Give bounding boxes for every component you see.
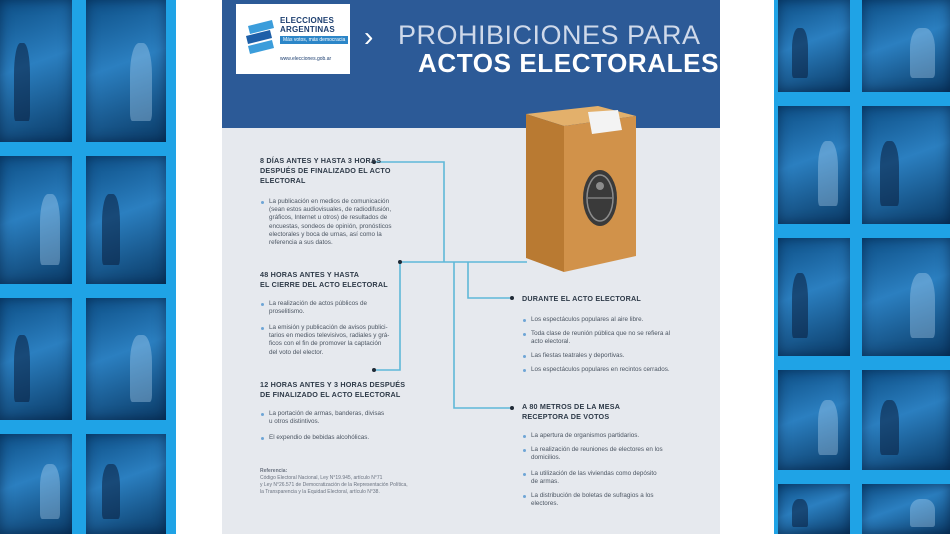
section-title-line: 48 HORAS ANTES Y HASTA (260, 270, 360, 279)
logo-url: www.elecciones.gob.ar (280, 56, 332, 62)
list-item-line: Los espectáculos populares al aire libre. (531, 316, 644, 323)
collage-photo (778, 370, 850, 470)
collage-photo (86, 156, 166, 284)
list-item-line: La portación de armas, banderas, divisas (269, 410, 385, 417)
list-item-line: La utilización de las viviendas como depósito (531, 470, 657, 477)
list-item (522, 352, 711, 360)
list-item-line: acto electoral. (531, 338, 571, 346)
logo-line-2: ARGENTINAS (280, 25, 335, 34)
infographic-poster (222, 0, 720, 534)
list-item-line: El expendio de bebidas alcohólicas. (269, 434, 370, 441)
collage-photo (778, 106, 850, 224)
list-item-line: La realización de actos públicos de (269, 300, 368, 307)
right-photo-collage (774, 0, 950, 534)
list-item-line: u otros distintivos. (269, 418, 320, 426)
reference-line: la Transparencia y la Equidad Electoral, artículo N°38. (260, 489, 380, 495)
list-item-line: gráficos, Internet u otros) de resultados de (269, 214, 388, 222)
list-item-line: ficos con el fin de promover la captación (269, 340, 382, 348)
section-title-12-hours (260, 380, 440, 400)
list-item (522, 316, 711, 324)
collage-photo (86, 0, 166, 142)
collage-photo (862, 238, 950, 356)
list-item-line: de armas. (531, 478, 559, 486)
section-title-8-days (260, 156, 430, 186)
list-item (260, 434, 439, 442)
collage-photo (778, 484, 850, 534)
collage-photo (0, 0, 72, 142)
reference-line: y Ley N°26.571 de Democratización de la Representación Política, (260, 482, 408, 488)
collage-photo (862, 484, 950, 534)
list-item-line: (sean estos audiovisuales, de radiodifusión, (269, 206, 392, 214)
list-item (522, 446, 711, 462)
section-title-line: EL CIERRE DEL ACTO ELECTORAL (260, 280, 388, 289)
collage-photo (86, 434, 166, 534)
section-title-48-hours (260, 270, 430, 290)
list-item (522, 366, 711, 374)
section-title-line: 12 HORAS ANTES Y 3 HORAS DESPUÉS (260, 380, 406, 389)
logo-line-1: ELECCIONES (280, 16, 335, 25)
list-item-line: Los espectáculos populares en recintos cerrados. (531, 366, 670, 373)
section-title-line: DESPUÉS DE FINALIZADO EL ACTO (260, 166, 391, 175)
chevron-right-icon: › (364, 21, 374, 52)
reference-line: Código Electoral Nacional, Ley N°19.945, artículo N°71 (260, 475, 383, 481)
reference-note (260, 468, 430, 496)
collage-photo (0, 434, 72, 534)
list-item (260, 198, 439, 247)
ballot-box-illustration (518, 100, 644, 278)
list-item-line: electores. (531, 500, 559, 508)
section-title-during-election (522, 294, 702, 304)
collage-photo (862, 0, 950, 92)
section-title-line: DURANTE EL ACTO ELECTORAL (522, 294, 641, 303)
logo-tagline: Más votos, más democracia (280, 36, 348, 44)
section-title-line: 8 DÍAS ANTES Y HASTA 3 HORAS (260, 156, 382, 165)
poster-title-line-2: ACTOS ELECTORALES (418, 48, 720, 78)
list-item-line: La publicación en medios de comunicación (269, 198, 390, 205)
list-item-line: Las fiestas teatrales y deportivas. (531, 352, 625, 359)
list-item-line: proselitismo. (269, 308, 305, 316)
collage-photo (0, 298, 72, 420)
list-item-line: Toda clase de reunión pública que no se refiera al (531, 330, 670, 337)
list-item (260, 300, 439, 316)
section-title-line: RECEPTORA DE VOTOS (522, 412, 610, 421)
reference-label: Referencia: (260, 468, 288, 474)
section-title-80-meters (522, 402, 702, 422)
list-item-line: La apertura de organismos partidarios. (531, 432, 640, 439)
list-item (522, 470, 711, 486)
list-item-line: domicilios. (531, 454, 561, 462)
list-item (260, 324, 439, 357)
list-item-line: tarios en medios televisivos, radiales y grá- (269, 332, 390, 340)
list-item-line: La distribución de boletas de sufragios a los (531, 492, 654, 499)
list-item-line: encuestas, sondeos de opinión, pronósticos (269, 222, 392, 230)
list-item (260, 410, 439, 426)
section-title-line: ELECTORAL (260, 176, 306, 185)
list-item-line: del voto del elector. (269, 348, 324, 356)
list-item (522, 432, 711, 440)
collage-photo (86, 298, 166, 420)
collage-photo (778, 0, 850, 92)
list-item-line: referencia a sus datos. (269, 239, 333, 247)
section-title-line: A 80 METROS DE LA MESA (522, 402, 621, 411)
section-title-line: DE FINALIZADO EL ACTO ELECTORAL (260, 390, 401, 399)
list-item (522, 492, 711, 508)
collage-photo (778, 238, 850, 356)
list-item-line: La emisión y publicación de avisos publici- (269, 324, 388, 331)
collage-photo (862, 370, 950, 470)
list-item-line: La realización de reuniones de electores en los (531, 446, 663, 453)
collage-photo (862, 106, 950, 224)
list-item (522, 330, 711, 346)
list-item-line: electorales y boca de urnas, así como la (269, 230, 382, 238)
poster-title-line-1: PROHIBICIONES PARA (398, 20, 701, 50)
collage-photo (0, 156, 72, 284)
left-photo-collage (0, 0, 176, 534)
